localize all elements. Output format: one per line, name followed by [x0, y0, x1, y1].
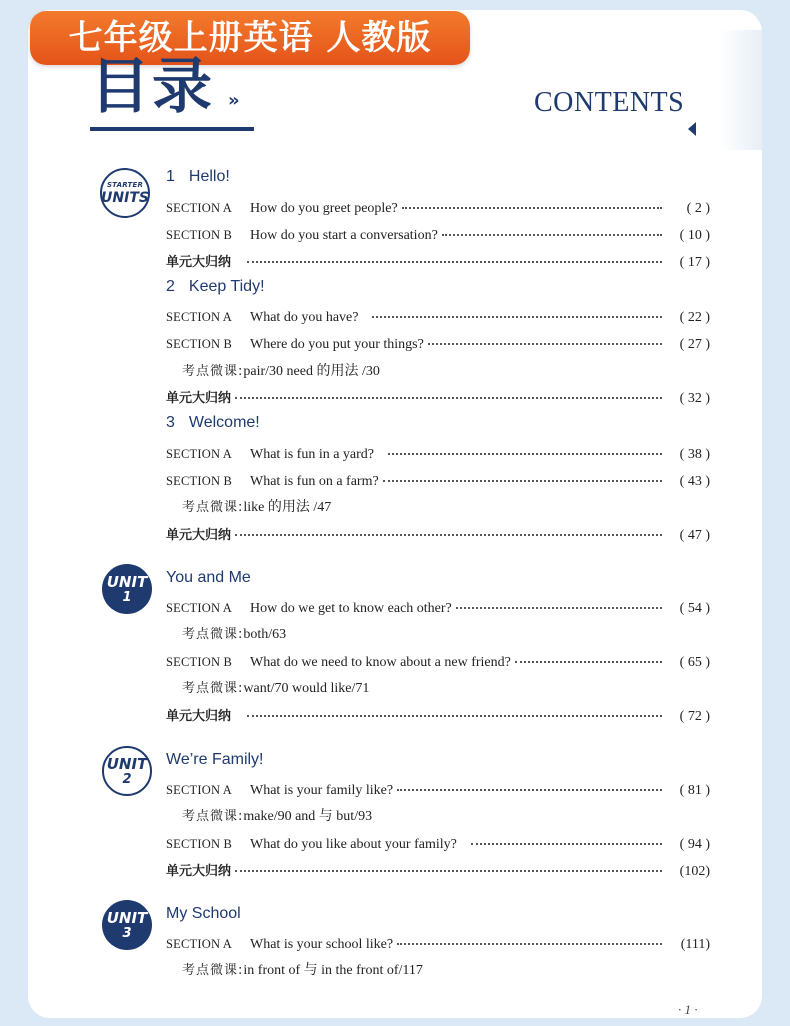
contents-title-en: CONTENTS [534, 87, 685, 118]
section-label: SECTION B [166, 474, 233, 488]
toc-entry[interactable] [166, 932, 710, 952]
dot-leader [397, 929, 662, 945]
dot-leader [247, 701, 662, 717]
key-point-label: 考点微课: [182, 500, 244, 515]
summary-label: 单元大归纳 [166, 528, 232, 543]
key-point-text: both/63 [243, 627, 287, 642]
badge-line2: 2 [122, 771, 132, 787]
toc-summary-entry[interactable] [166, 250, 710, 270]
toc-entry[interactable] [166, 778, 710, 798]
summary-label: 单元大归纳 [166, 709, 232, 724]
page-number: ( 47 ) [679, 528, 710, 543]
unit-1-badge [102, 564, 152, 614]
section-label: SECTION A [166, 447, 233, 461]
unit-title: Keep Tidy! [188, 278, 265, 295]
starter-unit-2-heading[interactable] [166, 278, 265, 296]
page-edge-decoration [720, 30, 762, 150]
section-title: How do you start a conversation? [250, 228, 438, 243]
section-label: SECTION A [166, 310, 233, 324]
unit-title: My School [166, 905, 241, 922]
section-title: How do we get to know each other? [250, 601, 452, 616]
dot-leader [428, 329, 662, 345]
unit-1-heading[interactable] [166, 569, 251, 587]
badge-line2: 1 [122, 589, 132, 605]
section-label: SECTION B [166, 228, 233, 242]
starter-units-badge [100, 168, 150, 218]
title-underline [90, 127, 254, 131]
dot-leader [442, 220, 662, 236]
page-number: ( 32 ) [679, 391, 710, 406]
key-point-text: pair/30 need 的用法 /30 [243, 364, 380, 379]
starter-unit-3-heading[interactable] [166, 414, 260, 432]
section-title: What is fun in a yard? [250, 447, 375, 462]
section-title: What do you have? [250, 310, 359, 325]
key-point-label: 考点微课: [182, 364, 244, 379]
contents-title-cn: 目录 [90, 52, 214, 122]
unit-title: Welcome! [188, 414, 260, 431]
dot-leader [397, 775, 662, 791]
unit-2-heading[interactable] [166, 751, 264, 769]
dot-leader [235, 383, 662, 399]
summary-label: 单元大归纳 [166, 864, 232, 879]
page-number: ( 81 ) [679, 783, 710, 798]
unit-title: We’re Family! [166, 751, 264, 768]
dot-leader [388, 439, 662, 455]
section-title: Where do you put your things? [250, 337, 424, 352]
toc-entry[interactable] [166, 596, 710, 616]
key-point-note [182, 623, 286, 643]
toc-entry[interactable] [166, 469, 710, 489]
unit-number: 1 [166, 168, 175, 185]
section-title: What do we need to know about a new friend? [250, 655, 511, 670]
unit-3-heading[interactable] [166, 905, 241, 923]
toc-entry[interactable] [166, 223, 710, 243]
badge-line1: UNIT [106, 572, 148, 591]
unit-number: 3 [166, 414, 175, 431]
key-point-note [182, 959, 423, 979]
toc-entry[interactable] [166, 305, 710, 325]
key-point-text: like 的用法 /47 [243, 500, 332, 515]
summary-label: 单元大归纳 [166, 255, 232, 270]
toc-summary-entry[interactable] [166, 704, 710, 724]
toc-entry[interactable] [166, 650, 710, 670]
badge-line1: UNIT [106, 754, 148, 773]
dot-leader [235, 520, 662, 536]
dot-leader [456, 593, 662, 609]
key-point-label: 考点微课: [182, 627, 244, 642]
badge-line1: STARTER [106, 180, 144, 189]
section-label: SECTION B [166, 837, 233, 851]
dot-leader [402, 193, 662, 209]
starter-unit-1-heading[interactable] [166, 168, 230, 186]
key-point-note [182, 496, 331, 516]
page-number: ( 17 ) [679, 255, 710, 270]
page-number: (102) [679, 864, 710, 879]
page-number: ( 43 ) [679, 474, 710, 489]
dot-leader [515, 647, 662, 663]
key-point-text: want/70 would like/71 [243, 681, 370, 696]
badge-line2: UNITS [101, 189, 149, 206]
toc-entry[interactable] [166, 196, 710, 216]
section-label: SECTION B [166, 337, 233, 351]
key-point-label: 考点微课: [182, 963, 244, 978]
key-point-text: make/90 and 与 but/93 [243, 809, 373, 824]
dot-leader [235, 856, 662, 872]
book-title-banner: 七年级上册英语 人教版 [30, 11, 470, 65]
section-title: What is fun on a farm? [250, 474, 379, 489]
toc-entry[interactable] [166, 832, 710, 852]
triangle-marker-icon [688, 122, 696, 136]
unit-title: Hello! [188, 168, 230, 185]
page-number: ( 72 ) [679, 709, 710, 724]
dot-leader [247, 247, 662, 263]
key-point-label: 考点微课: [182, 681, 244, 696]
toc-summary-entry[interactable] [166, 859, 710, 879]
page-number: (111) [680, 937, 710, 952]
section-label: SECTION A [166, 783, 233, 797]
page-number: ( 54 ) [679, 601, 710, 616]
toc-entry[interactable] [166, 332, 710, 352]
page-number: ( 27 ) [679, 337, 710, 352]
key-point-note [182, 677, 369, 697]
toc-summary-entry[interactable] [166, 386, 710, 406]
section-title: What is your family like? [250, 783, 394, 798]
badge-line2: 3 [122, 925, 132, 941]
badge-line1: UNIT [106, 908, 148, 927]
section-label: SECTION B [166, 655, 233, 669]
double-chevron-icon: » [228, 90, 240, 111]
section-title: What is your school like? [250, 937, 394, 952]
page-number: ( 22 ) [679, 310, 710, 325]
toc-summary-entry[interactable] [166, 523, 710, 543]
page-number: ( 65 ) [679, 655, 710, 670]
page-number: ( 38 ) [679, 447, 710, 462]
unit-3-badge [102, 900, 152, 950]
key-point-text: in front of 与 in the front of/117 [243, 963, 423, 978]
section-label: SECTION A [166, 937, 233, 951]
page-folio: · 1 · [678, 1002, 698, 1017]
section-label: SECTION A [166, 601, 233, 615]
summary-label: 单元大归纳 [166, 391, 232, 406]
key-point-note [182, 360, 380, 380]
toc-entry[interactable] [166, 442, 710, 462]
key-point-note [182, 805, 372, 825]
unit-title: You and Me [166, 569, 251, 586]
dot-leader [372, 302, 662, 318]
section-title: What do you like about your family? [250, 837, 457, 852]
dot-leader [383, 466, 662, 482]
unit-number: 2 [166, 278, 175, 295]
key-point-label: 考点微课: [182, 809, 244, 824]
page-number: ( 10 ) [679, 228, 710, 243]
page-number: ( 2 ) [686, 201, 710, 216]
dot-leader [471, 829, 662, 845]
page-number: ( 94 ) [679, 837, 710, 852]
section-label: SECTION A [166, 201, 233, 215]
section-title: How do you greet people? [250, 201, 398, 216]
unit-2-badge [102, 746, 152, 796]
